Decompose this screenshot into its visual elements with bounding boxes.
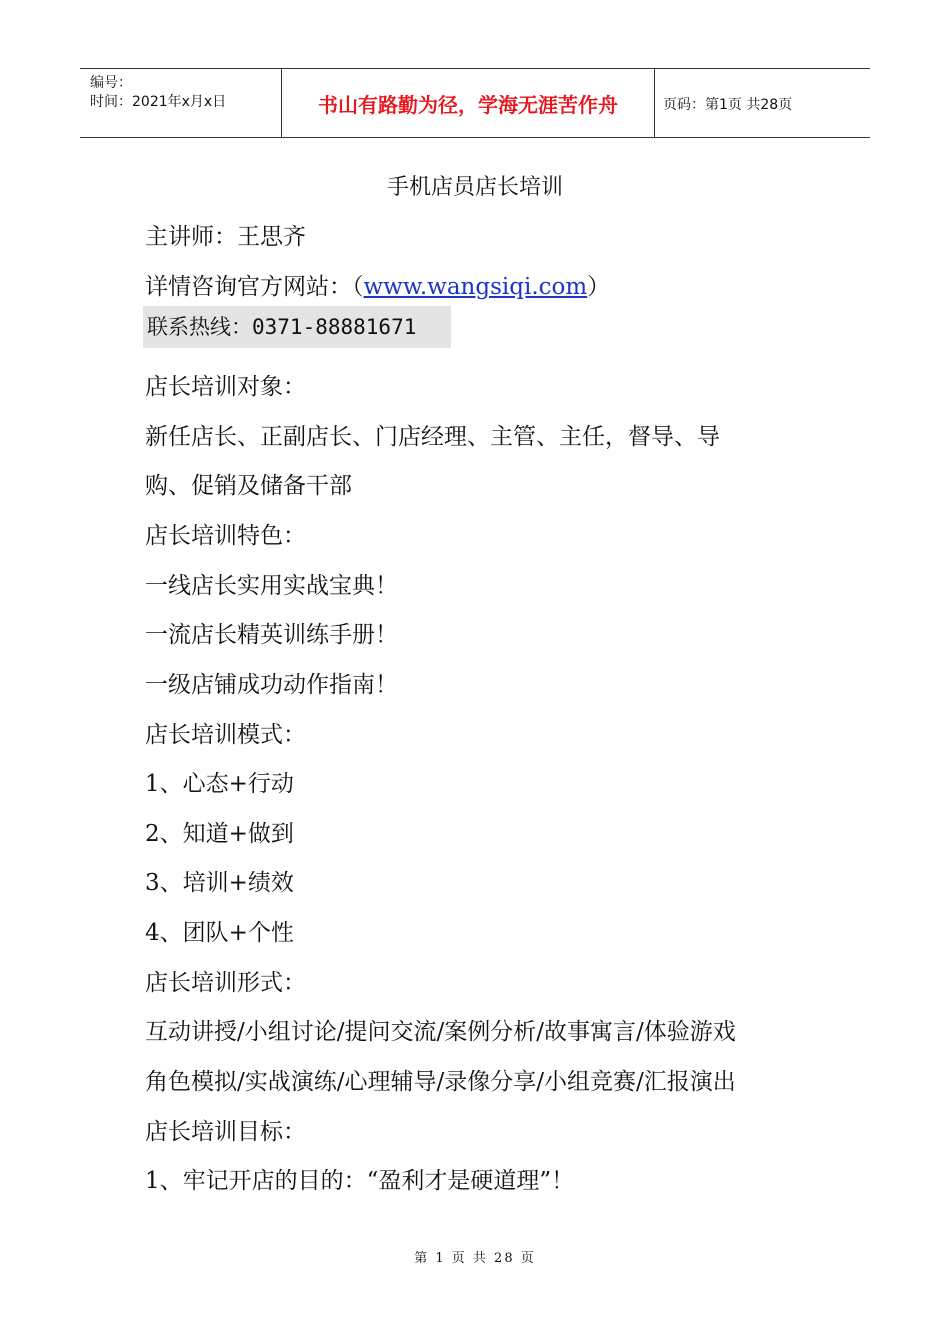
body-line: 一线店长实用实战宝典！ [145,573,398,599]
header-table [80,68,870,138]
header-motto: 书山有路勤为径，学海无涯苦作舟 [318,92,618,117]
body-line: 购、促销及储备干部 [145,473,352,499]
footer-page-number: 第 1 页 共 28 页 [414,1251,536,1266]
doc-number-label: 编号： [90,75,132,91]
body-line: 新任店长、正副店长、门店经理、主管、主任，督导、导 [145,424,720,450]
header-divider [654,69,655,137]
doc-time: 时间：2021年x月x日 [90,94,227,110]
doc-title: 手机店员店长培训 [386,175,563,200]
header-meta [80,69,281,137]
body-line: 店长培训目标： [145,1119,306,1145]
body-line: 店长培训形式： [145,970,306,996]
hotline-box: 联系热线：0371-88881671 [143,306,451,348]
website-prefix: 详情咨询官方网站：（ [145,274,364,300]
body-line: 1、牢记开店的目的：“盈利才是硬道理”！ [145,1168,575,1194]
body-line: 4、团队+个性 [145,920,294,946]
website-line [145,268,610,301]
header-page-info: 页码：第1页 共28页 [663,97,793,113]
body-line: 互动讲授/小组讨论/提问交流/案例分析/故事寓言/体验游戏 [145,1019,736,1045]
body-line: 店长培训特色： [145,523,306,549]
body-line: 1、心态+行动 [145,771,294,797]
body-line: 3、培训+绩效 [145,870,294,896]
lecturer-line: 主讲师：王思齐 [145,224,306,250]
body-line: 店长培训模式： [145,722,306,748]
body-line: 一级店铺成功动作指南！ [145,672,398,698]
body-line: 一流店长精英训练手册！ [145,622,398,648]
body-line: 2、知道+做到 [145,821,294,847]
body-line: 店长培训对象： [145,374,306,400]
website-link[interactable]: www.wangsiqi.com [363,274,588,300]
body-line: 角色模拟/实战演练/心理辅导/录像分享/小组竞赛/汇报演出 [145,1069,736,1095]
website-suffix: ） [587,274,611,300]
